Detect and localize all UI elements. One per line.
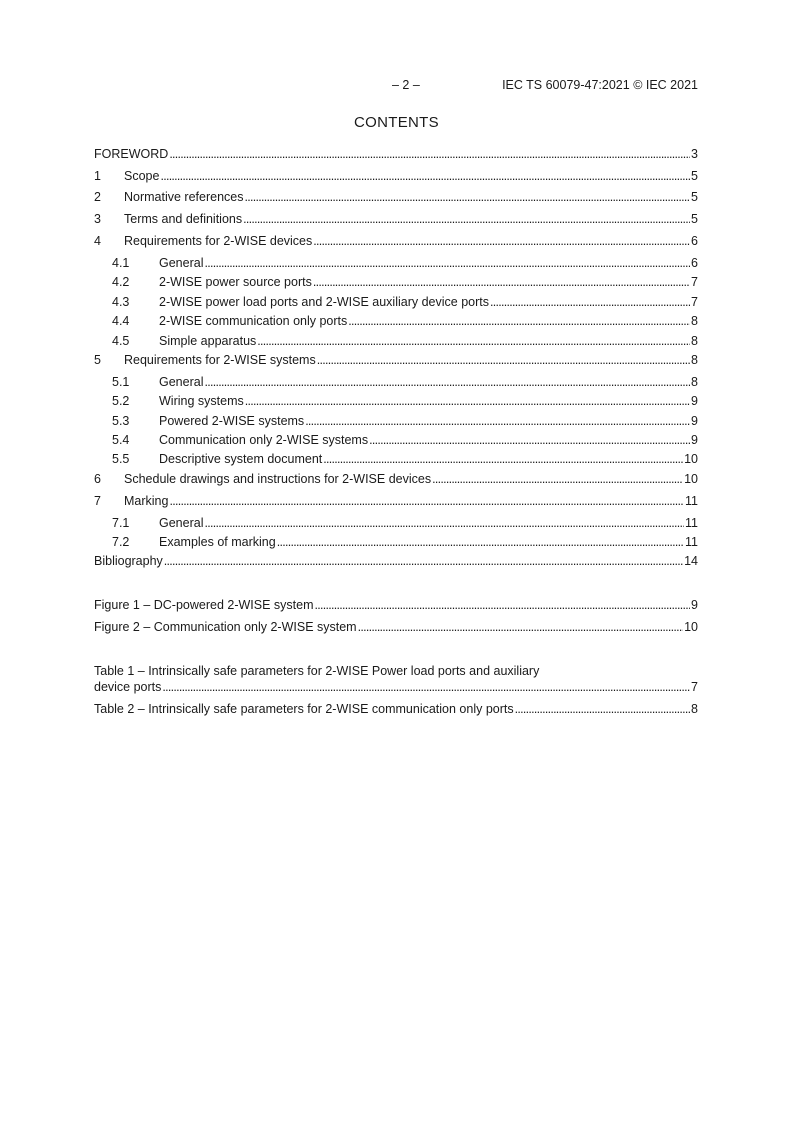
- toc-entry-text: 2-WISE power source ports: [159, 275, 312, 289]
- leader-dots: [164, 553, 683, 569]
- leader-dots: [348, 313, 690, 329]
- leader-dots: [257, 333, 690, 349]
- toc-entry-4-3[interactable]: [94, 294, 698, 310]
- toc-entry-text: Simple apparatus: [159, 334, 257, 348]
- toc-entry-text: FOREWORD: [94, 147, 169, 161]
- toc-entry-4-1[interactable]: [94, 255, 698, 271]
- leader-dots: [369, 432, 690, 448]
- page-number: – 2 –: [392, 78, 420, 92]
- leader-dots: [245, 393, 690, 409]
- toc-entry-number: 3: [94, 212, 101, 226]
- table-entry-page: 7: [691, 680, 698, 694]
- toc-entry-number: 6: [94, 472, 101, 486]
- toc-entry-text: General: [159, 375, 204, 389]
- leader-dots: [432, 471, 683, 487]
- toc-entry-text: Examples of marking: [159, 535, 276, 549]
- toc-entry-number: 5.4: [112, 433, 130, 447]
- toc-entry-page: 10: [684, 472, 698, 486]
- toc-entry-text: Marking: [124, 494, 169, 508]
- figure-entry-text: Figure 2 – Communication only 2-WISE system: [94, 620, 357, 634]
- leader-dots: [313, 233, 690, 249]
- leader-dots: [162, 679, 690, 695]
- toc-entry-page: 9: [691, 414, 698, 428]
- leader-dots: [490, 294, 690, 310]
- toc-entry-text: Descriptive system document: [159, 452, 323, 466]
- toc-entry-4-4[interactable]: [94, 313, 698, 329]
- leader-dots: [160, 168, 690, 184]
- toc-entry-4-5[interactable]: [94, 333, 698, 349]
- toc-entry-text: Wiring systems: [159, 394, 244, 408]
- toc-entry-7-2[interactable]: [94, 534, 698, 550]
- toc-entry-text: Powered 2-WISE systems: [159, 414, 305, 428]
- leader-dots: [204, 374, 690, 390]
- toc-entry-page: 8: [691, 353, 698, 367]
- leader-dots: [315, 597, 691, 613]
- toc-entry-5-3[interactable]: [94, 413, 698, 429]
- toc-entry-5-2[interactable]: [94, 393, 698, 409]
- leader-dots: [323, 451, 683, 467]
- toc-entry-number: 5.3: [112, 414, 130, 428]
- table-entry-2[interactable]: [94, 701, 698, 717]
- toc-entry-2[interactable]: [94, 189, 698, 205]
- leader-dots: [204, 515, 684, 531]
- toc-entry-page: 8: [691, 314, 698, 328]
- toc-entry-number: 2: [94, 190, 101, 204]
- figure-entry-page: 9: [691, 598, 698, 612]
- toc-entry-text: Scope: [124, 169, 160, 183]
- toc-entry-5-5[interactable]: [94, 451, 698, 467]
- toc-entry-text: Requirements for 2-WISE devices: [124, 234, 313, 248]
- toc-entry-page: 14: [684, 554, 698, 568]
- toc-entry-4-2[interactable]: [94, 274, 698, 290]
- toc-entry-page: 7: [691, 275, 698, 289]
- toc-entry-text: General: [159, 256, 204, 270]
- toc-entry-7-1[interactable]: [94, 515, 698, 531]
- toc-entry-page: 5: [691, 190, 698, 204]
- toc-entry-number: 5: [94, 353, 101, 367]
- toc-entry-page: 8: [691, 334, 698, 348]
- leader-dots: [313, 274, 690, 290]
- toc-entry-page: 7: [691, 295, 698, 309]
- toc-entry-page: 3: [691, 147, 698, 161]
- toc-entry-3[interactable]: [94, 211, 698, 227]
- toc-entry-page: 6: [691, 234, 698, 248]
- leader-dots: [169, 493, 684, 509]
- page-title: CONTENTS: [354, 114, 439, 131]
- toc-entry-5-4[interactable]: [94, 432, 698, 448]
- toc-entry-text: Terms and definitions: [124, 212, 243, 226]
- toc-entry-page: 6: [691, 256, 698, 270]
- figure-entry-1[interactable]: [94, 597, 698, 613]
- toc-entry-page: 11: [685, 494, 698, 508]
- toc-entry-number: 4.3: [112, 295, 130, 309]
- toc-entry-number: 4: [94, 234, 101, 248]
- toc-entry-page: 11: [685, 516, 698, 530]
- leader-dots: [305, 413, 690, 429]
- figure-entry-page: 10: [684, 620, 698, 634]
- toc-entry-number: 7.2: [112, 535, 130, 549]
- standard-reference: IEC TS 60079-47:2021 © IEC 2021: [502, 78, 698, 92]
- toc-entry-5-1[interactable]: [94, 374, 698, 390]
- page-header: [94, 77, 698, 93]
- table-entry-page: 8: [691, 702, 698, 716]
- toc-entry-text: Communication only 2-WISE systems: [159, 433, 369, 447]
- toc-entry-6[interactable]: [94, 471, 698, 487]
- toc-entry-7[interactable]: [94, 493, 698, 509]
- toc-entry-page: 5: [691, 169, 698, 183]
- toc-entry-text: 2-WISE power load ports and 2-WISE auxiliary device ports: [159, 295, 489, 309]
- toc-entry-page: 8: [691, 375, 698, 389]
- toc-entry-text: 2-WISE communication only ports: [159, 314, 348, 328]
- leader-dots: [358, 619, 684, 635]
- leader-dots: [169, 146, 690, 162]
- toc-entry-number: 4.4: [112, 314, 130, 328]
- table-entry-1-line1[interactable]: Table 1 – Intrinsically safe parameters for 2-WISE Power load ports and auxiliary: [94, 664, 540, 678]
- toc-entry-5[interactable]: [94, 352, 698, 368]
- toc-entry-number: 5.2: [112, 394, 130, 408]
- toc-entry-page: 9: [691, 433, 698, 447]
- table-entry-text: Table 2 – Intrinsically safe parameters for 2-WISE communication only ports: [94, 702, 514, 716]
- leader-dots: [204, 255, 690, 271]
- toc-entry-page: 10: [684, 452, 698, 466]
- table-entry-1[interactable]: [94, 679, 698, 695]
- toc-entry-4[interactable]: [94, 233, 698, 249]
- toc-entry-page: 11: [685, 535, 698, 549]
- table-entry-text: device ports: [94, 680, 162, 694]
- figure-entry-2[interactable]: [94, 619, 698, 635]
- toc-entry-text: Schedule drawings and instructions for 2-WISE devices: [124, 472, 432, 486]
- toc-entry-text: Bibliography: [94, 554, 163, 568]
- toc-entry-page: 9: [691, 394, 698, 408]
- toc-entry-number: 4.1: [112, 256, 130, 270]
- toc-entry-page: 5: [691, 212, 698, 226]
- toc-entry-text: General: [159, 516, 204, 530]
- toc-entry-text: Normative references: [124, 190, 244, 204]
- toc-entry-number: 1: [94, 169, 101, 183]
- toc-entry-number: 4.5: [112, 334, 130, 348]
- figure-entry-text: Figure 1 – DC-powered 2-WISE system: [94, 598, 314, 612]
- leader-dots: [317, 352, 690, 368]
- toc-entry-foreword[interactable]: [94, 146, 698, 162]
- toc-entry-text: Requirements for 2-WISE systems: [124, 353, 316, 367]
- toc-entry-number: 5.5: [112, 452, 130, 466]
- toc-entry-number: 5.1: [112, 375, 130, 389]
- toc-entry-number: 7.1: [112, 516, 130, 530]
- leader-dots: [245, 189, 691, 205]
- leader-dots: [277, 534, 684, 550]
- toc-entry-number: 7: [94, 494, 101, 508]
- toc-entry-bibliography[interactable]: [94, 553, 698, 569]
- leader-dots: [243, 211, 690, 227]
- toc-entry-number: 4.2: [112, 275, 130, 289]
- toc-entry-1[interactable]: [94, 168, 698, 184]
- leader-dots: [515, 701, 690, 717]
